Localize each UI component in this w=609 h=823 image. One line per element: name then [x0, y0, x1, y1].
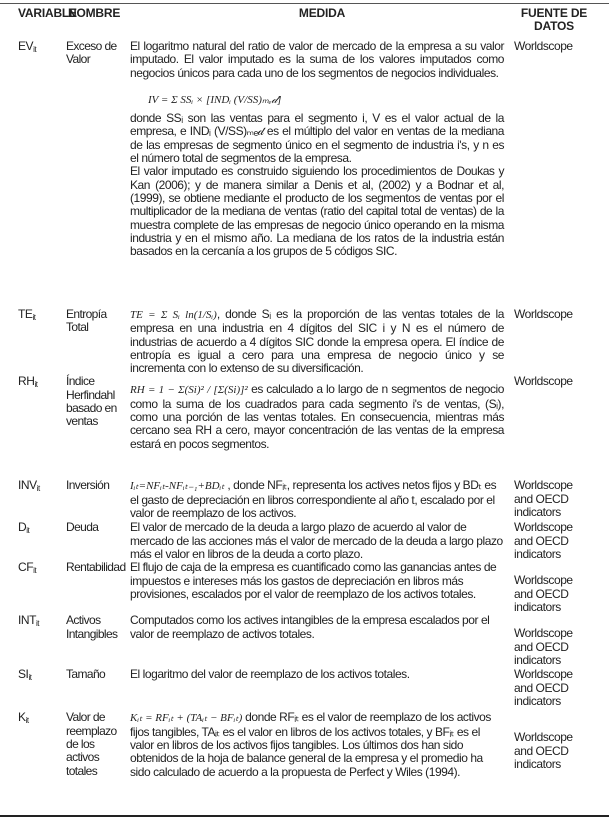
variable-measure: RH = 1 − Σ(Si)² / [Σ(Si)]² es calculado a lo largo de n segmentos de negocio como la suma de los cuadrados para cada segmento i's de ventas, (Sᵢ), como una porción de las ventas totales. En consecuencia, mientras más cercano sea RH a cero, mayor concentración de las ventas de la empresa estará en pocos segmentos. — [130, 382, 504, 451]
formula: RH = 1 − Σ(Si)² / [Σ(Si)]² — [130, 384, 248, 397]
variable-measure: El flujo de caja de la empresa es cuantificado como las ganancias antes de impuestos e intereses más los gastos de depreciación en libros más provisiones, escalados por el valor de reemplazo de los activos totales. — [130, 560, 497, 602]
table-row — [0, 479, 609, 521]
variable-code: $CF_{it}$ — [18, 560, 37, 576]
variable-name: Inversión — [66, 478, 110, 493]
variable-measure: Kᵢₜ = RFᵢₜ + (TAᵢₜ − BFᵢₜ) donde RFᵢₜ es el valor de reemplazo de los activos fijos tangibles, TAᵢₜ es el valor en libros de los activos totales, y BFᵢₜ es el valor en libros de los activos fijos tangibles. Los últimos dos han sido obtenidos de la hoja de balance general de la empresa y el promedio ha sido calculado de acuerdo a la propuesta de Perfect y Wiles (1994). — [130, 710, 491, 779]
table-row — [0, 561, 609, 614]
data-source: Worldscope and OECD indicators — [514, 573, 573, 615]
formula: Iᵢₜ=NFᵢₜ-NFᵢₜ₋₁+BDᵢₜ — [130, 480, 225, 493]
header-variable: VARIABLE — [18, 6, 77, 20]
variable-name: Exceso de Valor — [66, 39, 117, 67]
table-header — [0, 4, 609, 40]
variable-code: $INT_{it}$ — [18, 613, 40, 629]
variable-name: Deuda — [66, 520, 99, 535]
variable-code: $EV_{it}$ — [18, 39, 37, 54]
bottom-rule — [0, 815, 609, 817]
variable-name: Valor de reemplazo de los activos totales — [66, 710, 117, 778]
data-source: Worldscope and OECD indicators — [514, 626, 573, 668]
table-row — [0, 40, 609, 308]
data-source: Worldscope — [514, 307, 573, 321]
table-row — [0, 668, 609, 711]
data-source: Worldscope — [514, 39, 573, 53]
variable-name: Activos Intangibles — [66, 613, 118, 641]
variable-code: $TE_{it}$ — [18, 307, 36, 322]
data-source: Worldscope and OECD indicators — [514, 520, 573, 562]
variable-code: $INV_{it}$ — [18, 478, 40, 494]
variable-name: Tamaño — [66, 667, 106, 682]
variable-name: Rentabilidad — [66, 560, 126, 575]
variable-measure: Computados como los actives intangibles de la empresa escalados por el valor de reemplazo de activos totales. — [130, 613, 490, 641]
data-source: Worldscope and OECD indicators — [514, 478, 573, 520]
table-row — [0, 308, 609, 375]
variable-name: Índice Herfindahl basado en ventas — [66, 374, 117, 429]
variable-measure: El logaritmo del valor de reemplazo de los activos totales. — [130, 667, 410, 682]
header-nombre: NOMBRE — [68, 6, 121, 20]
header-medida: MEDIDA — [298, 6, 346, 20]
variable-measure: El valor de mercado de la deuda a largo plazo de acuerdo al valor de mercado de las acciones más el valor de mercado de la deuda a largo plazo más el valor en libros de la deuda a corto plazo. — [130, 520, 503, 562]
variable-measure: El logaritmo natural del ratio de valor de mercado de la empresa a su valor imputado. El valor imputado es la suma de los valores imputados como negocios únicos para cada uno de los segmentos de negocios individuales. IV = Σ SSᵢ × [INDᵢ (V/SS)ₘₑ𝒹] donde SSᵢ son las ventas para el segmento i, V es el valor actual de la empresa, e INDᵢ (V/SS)ₘₑ𝒹 es el múltiplo del valor en ventas de la mediana de las empresas de segmento único en el segmento de industria i's, y n es el número total de segmentos de la empresa. El valor imputado es construido siguiendo los procedimientos de Doukas y Kan (2006); y de manera similar a Denis et al, (2002) y a Bodnar et al, (1999), se obtiene mediante el producto de los segmentos de ventas por el multiplicador de la mediana de ventas (ratio del capital total de ventas) de la muestra complete de las empresas de negocio único operando en la misma industria y en el mismo año. La mediana de los ratos de la industria están basados en la cercanía a los grupos de 5 códigos SIC. — [130, 39, 504, 259]
formula: Kᵢₜ = RFᵢₜ + (TAᵢₜ − BFᵢₜ) — [130, 712, 243, 725]
data-source: Worldscope and OECD indicators — [514, 730, 573, 772]
data-source: Worldscope — [514, 374, 573, 389]
variable-measure: TE = Σ Sᵢ ln(1/Sᵢ), donde Sᵢ es la proporción de las ventas totales de la empresa en una industria en 4 dígitos del SIC i y N es el número de industrias de acuerdo a 4 dígitos SIC donde la empresa opera. El índice de entropía es igual a cero para una empresa de negocio único y se incrementa con lo extenso de su diversificación. — [130, 307, 504, 376]
variable-name: Entropía Total — [66, 307, 107, 335]
table-row — [0, 614, 609, 668]
header-fuente: FUENTE DE DATOS — [520, 6, 588, 34]
table-row — [0, 521, 609, 561]
formula: TE = Σ Sᵢ ln(1/Sᵢ) — [130, 309, 217, 321]
variable-measure: Iᵢₜ=NFᵢₜ-NFᵢₜ₋₁+BDᵢₜ , donde NFᵢₜ, representa los actives netos fijos y BDₜ es el gasto de depreciación en libros correspondiente al año t, escalado por el valor de reemplazo de los activos. — [130, 478, 497, 521]
table-row — [0, 375, 609, 479]
variable-code: $D_{it}$ — [18, 520, 30, 536]
formula: IV = Σ SSᵢ × [INDᵢ (V/SS)ₘₑ𝒹] — [148, 93, 282, 106]
variable-code: $K_{it}$ — [18, 710, 29, 726]
data-source: Worldscope and OECD indicators — [514, 667, 573, 709]
variable-code: $RH_{it}$ — [18, 374, 38, 390]
table-row — [0, 711, 609, 815]
variable-code: $SI_{it}$ — [18, 667, 32, 683]
